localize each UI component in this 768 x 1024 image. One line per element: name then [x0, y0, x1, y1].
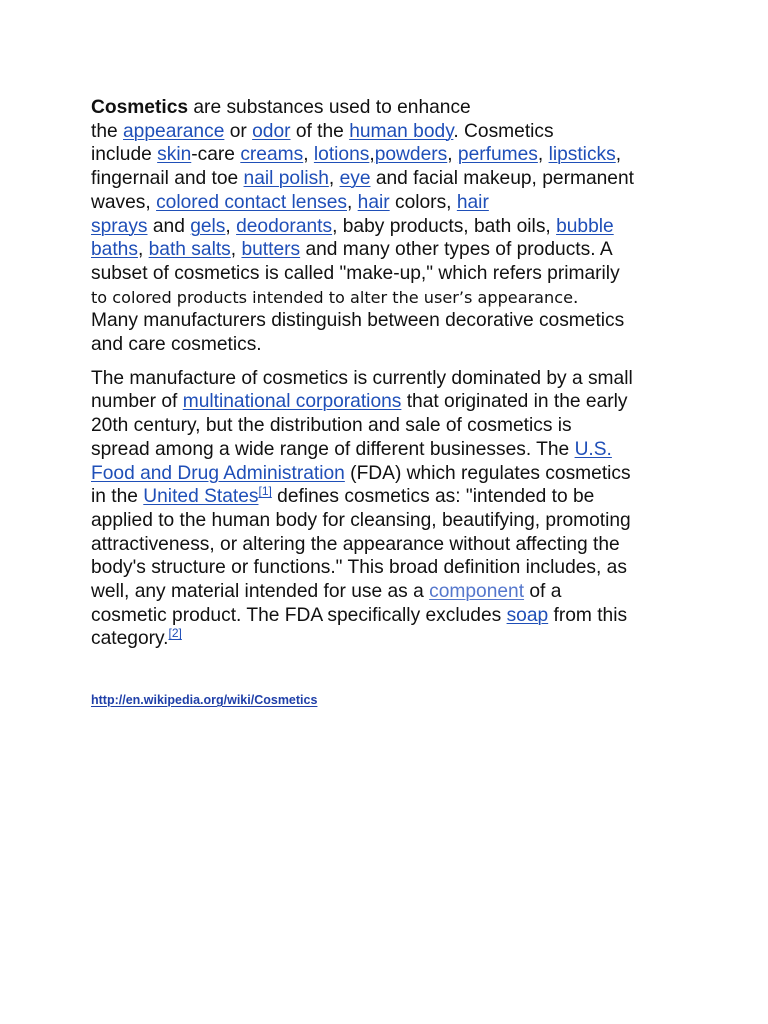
text-line: in the United States[1] defines cosmetics as: "intended to be	[91, 484, 595, 508]
link-bubble-baths[interactable]: baths	[91, 239, 138, 261]
paragraph-industry	[91, 367, 691, 651]
link-us-fda[interactable]: U.S.	[574, 438, 612, 460]
text-line: well, any material intended for use as a component of a	[91, 581, 562, 603]
link-bubble-baths[interactable]: bubble	[556, 215, 614, 237]
text-line: subset of cosmetics is called "make-up," which refers primarily	[91, 262, 620, 284]
text-line: sprays and gels, deodorants, baby products, bath oils, bubble	[91, 215, 614, 237]
text-line: Food and Drug Administration (FDA) which regulates cosmetics	[91, 462, 631, 484]
text-line: the appearance or odor of the human body. Cosmetics	[91, 120, 554, 142]
link-hair-sprays[interactable]: hair	[456, 191, 489, 213]
paragraph-intro	[91, 96, 691, 357]
link-human-body[interactable]: human body	[349, 120, 454, 142]
text-line: 20th century, but the distribution and sale of cosmetics is	[91, 415, 572, 437]
text-line: to colored products intended to alter the user’s appearance.	[91, 286, 579, 308]
link-soap[interactable]: soap	[506, 604, 549, 626]
text-line: applied to the human body for cleansing, beautifying, promoting	[91, 509, 631, 531]
link-appearance[interactable]: appearance	[123, 120, 225, 142]
text-line: waves, colored contact lenses, hair colors, hair	[91, 191, 489, 213]
link-hair-sprays[interactable]: sprays	[91, 215, 148, 237]
text-line: attractiveness, or altering the appearance without affecting the	[91, 533, 620, 555]
link-nail-polish[interactable]: nail polish	[243, 168, 329, 190]
text-line: category.[2]	[91, 626, 182, 650]
text-line: number of multinational corporations that originated in the early	[91, 391, 628, 413]
footnote-ref-1[interactable]: [1]	[258, 484, 272, 499]
link-odor[interactable]: odor	[252, 120, 291, 142]
link-component[interactable]: component	[429, 581, 525, 603]
link-hair[interactable]: hair	[357, 191, 390, 213]
link-lotions[interactable]: lotions	[313, 144, 370, 166]
link-eye[interactable]: eye	[339, 168, 371, 190]
source-url-link[interactable]: http://en.wikipedia.org/wiki/Cosmetics	[91, 693, 318, 707]
link-creams[interactable]: creams	[240, 144, 304, 166]
link-deodorants[interactable]: deodorants	[236, 215, 333, 237]
link-perfumes[interactable]: perfumes	[457, 144, 538, 166]
text-line: Cosmetics are substances used to enhance	[91, 97, 471, 118]
link-multinational-corporations[interactable]: multinational corporations	[182, 391, 402, 413]
link-us-fda[interactable]: Food and Drug Administration	[91, 462, 345, 484]
link-united-states[interactable]: United States	[143, 486, 259, 508]
term-cosmetics: Cosmetics	[91, 97, 189, 118]
link-bath-salts[interactable]: bath salts	[148, 239, 231, 261]
footnote-ref-2[interactable]: [2]	[168, 626, 182, 641]
source-citation	[91, 692, 317, 708]
link-lipsticks[interactable]: lipsticks	[548, 144, 616, 166]
link-powders[interactable]: powders	[374, 144, 448, 166]
text-line: spread among a wide range of different businesses. The U.S.	[91, 438, 612, 460]
article-body	[91, 96, 691, 651]
text-line: fingernail and toe nail polish, eye and facial makeup, permanent	[91, 168, 634, 190]
link-butters[interactable]: butters	[241, 239, 301, 261]
text-line: cosmetic product. The FDA specifically excludes soap from this	[91, 604, 628, 626]
text-line: Many manufacturers distinguish between decorative cosmetics	[91, 310, 625, 332]
text-line: baths, bath salts, butters and many other types of products. A	[91, 239, 613, 261]
text-line: include skin-care creams, lotions,powders, perfumes, lipsticks,	[91, 144, 622, 166]
link-gels[interactable]: gels	[190, 215, 226, 237]
link-colored-contact-lenses[interactable]: colored contact lenses	[156, 191, 347, 213]
text-line: and care cosmetics.	[91, 334, 262, 356]
text-line: body's structure or functions." This broad definition includes, as	[91, 557, 627, 579]
text-line: The manufacture of cosmetics is currently dominated by a small	[91, 367, 633, 389]
link-skin[interactable]: skin	[157, 144, 192, 166]
